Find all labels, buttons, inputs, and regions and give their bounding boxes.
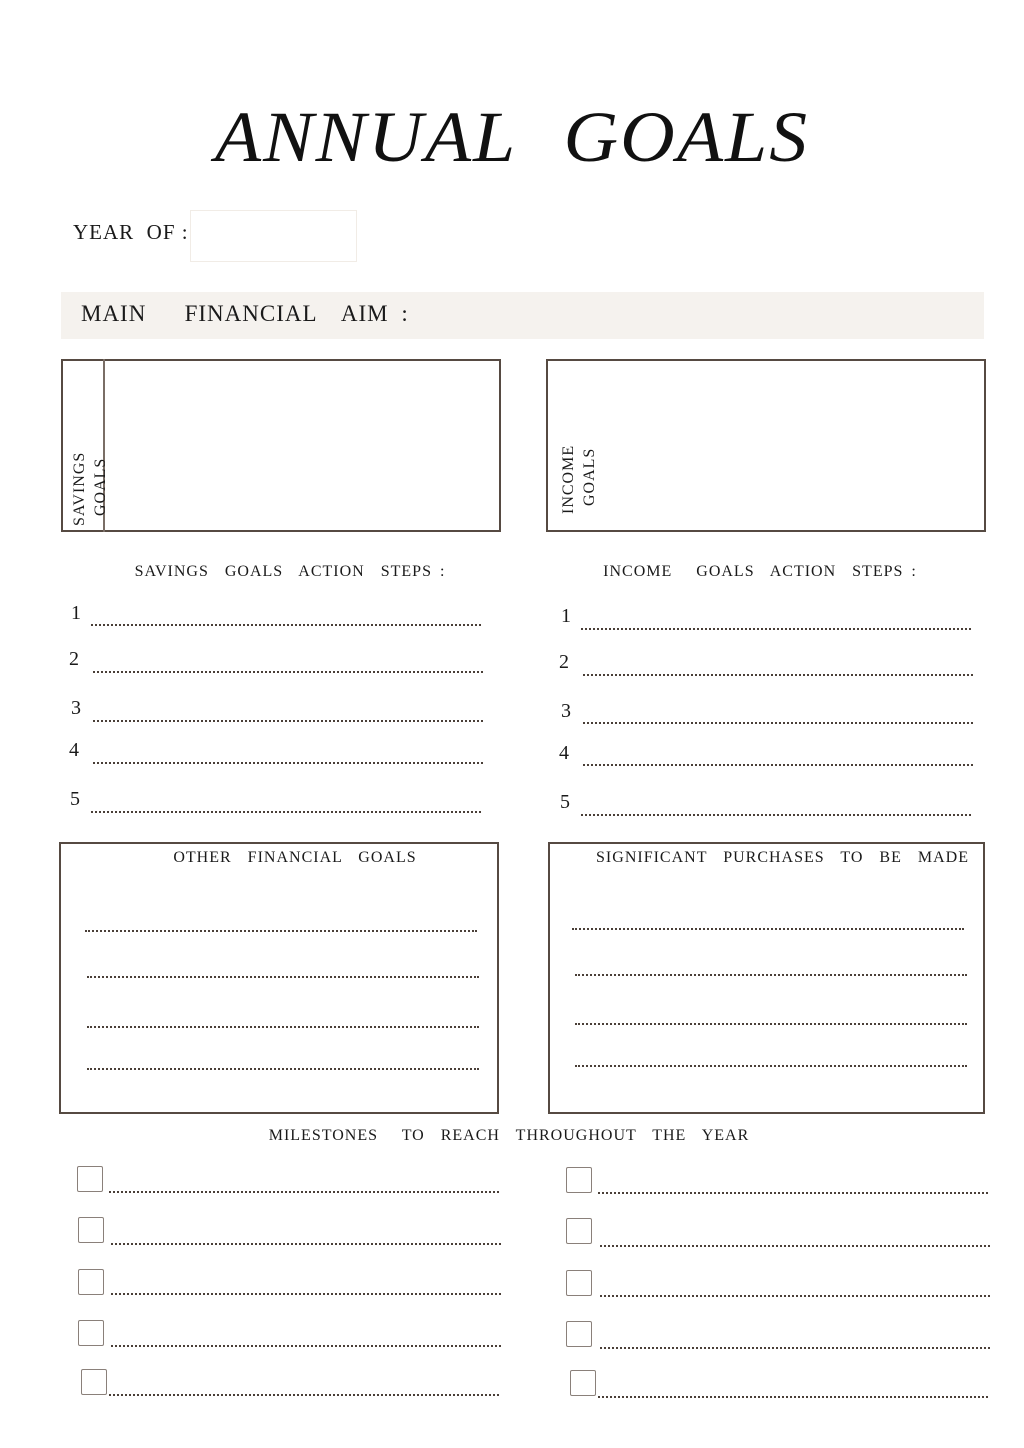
milestone-line[interactable]: [600, 1347, 990, 1349]
title-word-goals: GOALS: [563, 97, 810, 177]
other-financial-goals-heading: OTHER FINANCIAL GOALS: [173, 849, 417, 866]
purchase-line[interactable]: [575, 974, 967, 976]
purchase-line[interactable]: [575, 1065, 967, 1067]
savings-step-line[interactable]: [91, 811, 481, 813]
savings-step-number: 2: [69, 648, 79, 670]
milestones-heading: MILESTONES TO REACH THROUGHOUT THE YEAR: [268, 1127, 750, 1144]
savings-action-steps-heading: SAVINGS GOALS ACTION STEPS :: [134, 563, 446, 580]
milestone-line[interactable]: [109, 1191, 499, 1193]
milestone-line[interactable]: [111, 1293, 501, 1295]
savings-step-line[interactable]: [91, 624, 481, 626]
year-input[interactable]: [190, 210, 357, 262]
income-step-line[interactable]: [583, 674, 973, 676]
savings-step-line[interactable]: [93, 762, 483, 764]
milestone-checkbox[interactable]: [77, 1166, 103, 1192]
milestone-line[interactable]: [109, 1394, 499, 1396]
income-step-line[interactable]: [581, 628, 971, 630]
income-step-line[interactable]: [583, 722, 973, 724]
milestone-line[interactable]: [600, 1245, 990, 1247]
income-goals-box[interactable]: [546, 359, 986, 532]
savings-step-number: 1: [71, 602, 81, 624]
purchase-line[interactable]: [572, 928, 964, 930]
milestone-line[interactable]: [111, 1243, 501, 1245]
other-goal-line[interactable]: [85, 930, 477, 932]
year-label: YEAR OF :: [73, 220, 189, 244]
income-goals-label-line1: INCOME: [560, 444, 577, 514]
savings-goals-box[interactable]: [61, 359, 501, 532]
income-goals-label: [558, 445, 600, 514]
other-goal-line[interactable]: [87, 976, 479, 978]
income-step-line[interactable]: [583, 764, 973, 766]
savings-step-number: 5: [70, 788, 80, 810]
income-step-line[interactable]: [581, 814, 971, 816]
other-goal-line[interactable]: [87, 1026, 479, 1028]
milestone-checkbox[interactable]: [78, 1269, 104, 1295]
milestone-checkbox[interactable]: [570, 1370, 596, 1396]
savings-goals-label-line1: SAVINGS: [71, 451, 88, 526]
milestone-line[interactable]: [598, 1396, 988, 1398]
income-step-number: 1: [561, 605, 571, 627]
page-title: [0, 96, 1024, 179]
other-goal-line[interactable]: [87, 1068, 479, 1070]
significant-purchases-heading: SIGNIFICANT PURCHASES TO BE MADE: [596, 849, 969, 866]
milestone-checkbox[interactable]: [566, 1321, 592, 1347]
milestone-checkbox[interactable]: [81, 1369, 107, 1395]
main-financial-aim-field[interactable]: [61, 292, 984, 339]
savings-goals-label: [69, 452, 111, 526]
purchase-line[interactable]: [575, 1023, 967, 1025]
income-action-steps-heading: INCOME GOALS ACTION STEPS :: [603, 563, 917, 580]
title-word-annual: ANNUAL: [214, 97, 518, 177]
income-step-number: 2: [559, 651, 569, 673]
milestone-checkbox[interactable]: [566, 1270, 592, 1296]
significant-purchases-box: [548, 842, 985, 1114]
savings-step-number: 3: [71, 697, 81, 719]
milestone-checkbox[interactable]: [78, 1217, 104, 1243]
savings-step-line[interactable]: [93, 720, 483, 722]
milestone-checkbox[interactable]: [566, 1167, 592, 1193]
savings-step-line[interactable]: [93, 671, 483, 673]
milestone-line[interactable]: [111, 1345, 501, 1347]
main-financial-aim-label: MAIN FINANCIAL AIM :: [81, 301, 409, 326]
income-step-number: 3: [561, 700, 571, 722]
milestone-line[interactable]: [600, 1295, 990, 1297]
milestone-checkbox[interactable]: [78, 1320, 104, 1346]
other-financial-goals-box: [59, 842, 499, 1114]
income-goals-label-line2: GOALS: [581, 447, 598, 506]
income-step-number: 4: [559, 742, 569, 764]
milestone-checkbox[interactable]: [566, 1218, 592, 1244]
income-step-number: 5: [560, 791, 570, 813]
milestone-line[interactable]: [598, 1192, 988, 1194]
savings-goals-label-line2: GOALS: [92, 457, 109, 516]
savings-step-number: 4: [69, 739, 79, 761]
